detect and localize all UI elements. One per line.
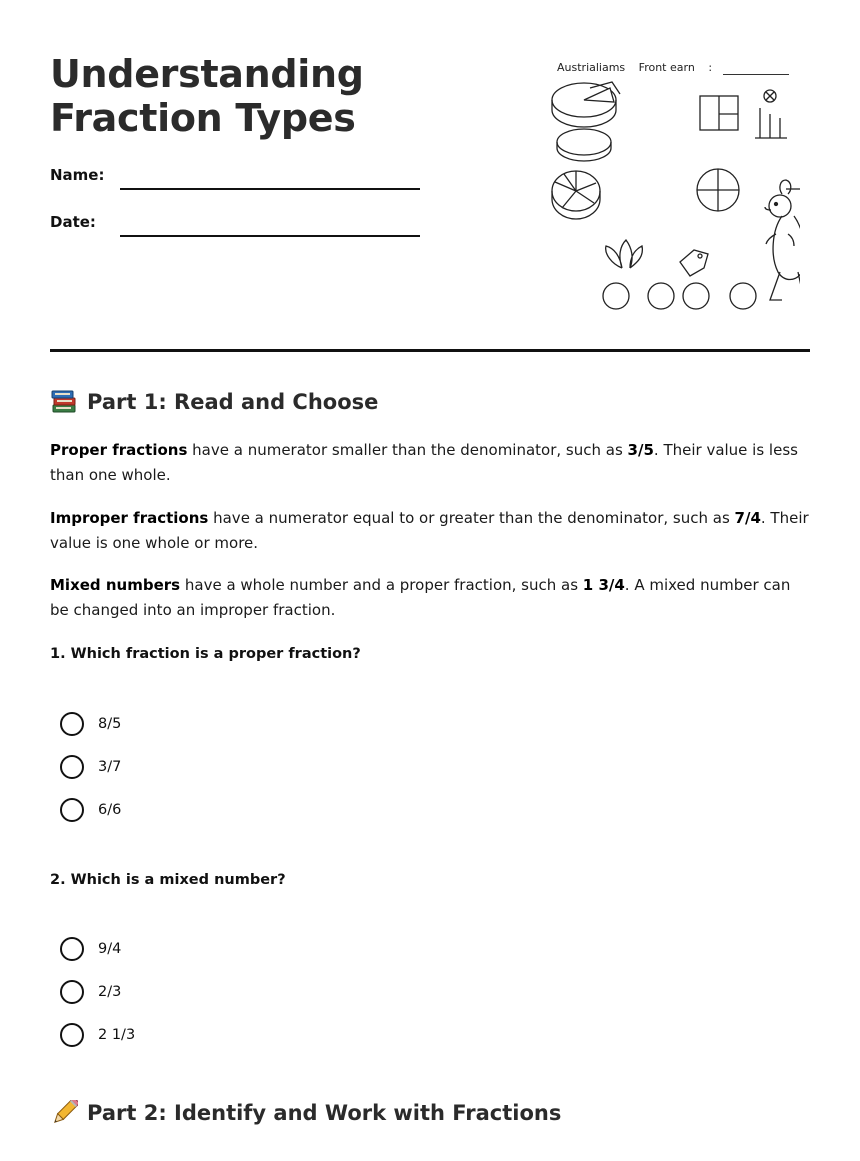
option-label: 9/4 (98, 941, 122, 957)
radio-button[interactable] (60, 798, 84, 822)
date-field-row (50, 213, 420, 231)
improper-term: Improper fractions (50, 509, 209, 527)
bar-drawing (755, 90, 787, 138)
q2-option-1[interactable] (60, 936, 121, 962)
q1-option-3[interactable] (60, 797, 121, 823)
question-1: 1. Which fraction is a proper fraction? (50, 646, 361, 662)
fraction-illustration (550, 58, 800, 318)
tag-drawing (680, 250, 708, 276)
radio-button[interactable] (60, 937, 84, 961)
mixed-numbers-paragraph (50, 573, 810, 623)
plant-drawing (606, 240, 643, 268)
illustration-header-word2: Front earn (638, 61, 695, 74)
pencil-icon (50, 1100, 78, 1126)
part1-heading (50, 389, 378, 415)
option-label: 3/7 (98, 759, 122, 775)
mixed-text-a: have a whole number and a proper fraction, such as (180, 576, 583, 594)
date-field[interactable] (120, 235, 420, 237)
name-field-row (50, 166, 420, 184)
circle-row-drawing (603, 283, 756, 309)
option-label: 2/3 (98, 984, 122, 1000)
q2-option-3[interactable] (60, 1022, 135, 1048)
part2-heading (50, 1100, 561, 1126)
q1-option-2[interactable] (60, 754, 121, 780)
proper-fractions-paragraph (50, 438, 810, 488)
date-label: Date: (50, 213, 96, 231)
sliced-circle-drawing (552, 171, 600, 219)
header-divider (50, 349, 810, 352)
question-2: 2. Which is a mixed number? (50, 872, 286, 888)
improper-example: 7/4 (734, 509, 761, 527)
option-label: 2 1/3 (98, 1027, 136, 1043)
half-circle-drawing (786, 173, 800, 205)
books-icon (50, 389, 78, 415)
quartered-circle-drawing (697, 169, 739, 211)
radio-button[interactable] (60, 1023, 84, 1047)
name-label: Name: (50, 166, 105, 184)
radio-button[interactable] (60, 980, 84, 1004)
illustration-header-colon: : (708, 61, 713, 74)
option-label: 8/5 (98, 716, 122, 732)
part1-heading-text: Part 1: Read and Choose (87, 390, 379, 414)
mixed-example: 1 3/4 (582, 576, 625, 594)
kangaroo-drawing (765, 180, 800, 300)
fraction-drawings (550, 58, 800, 318)
q2-option-2[interactable] (60, 979, 121, 1005)
mixed-text-b: . A mixed number can be changed into an improper fraction. (50, 576, 791, 619)
improper-text-b: . Their value is one whole or more. (50, 509, 809, 552)
name-field[interactable] (120, 188, 420, 190)
radio-button[interactable] (60, 712, 84, 736)
worksheet-title: Understanding Fraction Types (50, 52, 364, 140)
part2-heading-text: Part 2: Identify and Work with Fractions (87, 1101, 562, 1125)
cut-pie-drawing (552, 82, 620, 127)
option-label: 6/6 (98, 802, 122, 818)
improper-text-a: have a numerator equal to or greater than the denominator, such as (208, 509, 735, 527)
illustration-header-word1: Austrialiams (557, 61, 626, 74)
proper-text-a: have a numerator smaller than the denominator, such as (187, 441, 628, 459)
proper-text-b: . Their value is less than one whole. (50, 441, 798, 484)
proper-term: Proper fractions (50, 441, 188, 459)
plate-drawing (557, 129, 611, 161)
improper-fractions-paragraph (50, 506, 810, 556)
q1-option-1[interactable] (60, 711, 121, 737)
radio-button[interactable] (60, 755, 84, 779)
square-grid-drawing (700, 96, 738, 130)
proper-example: 3/5 (627, 441, 654, 459)
mixed-term: Mixed numbers (50, 576, 181, 594)
